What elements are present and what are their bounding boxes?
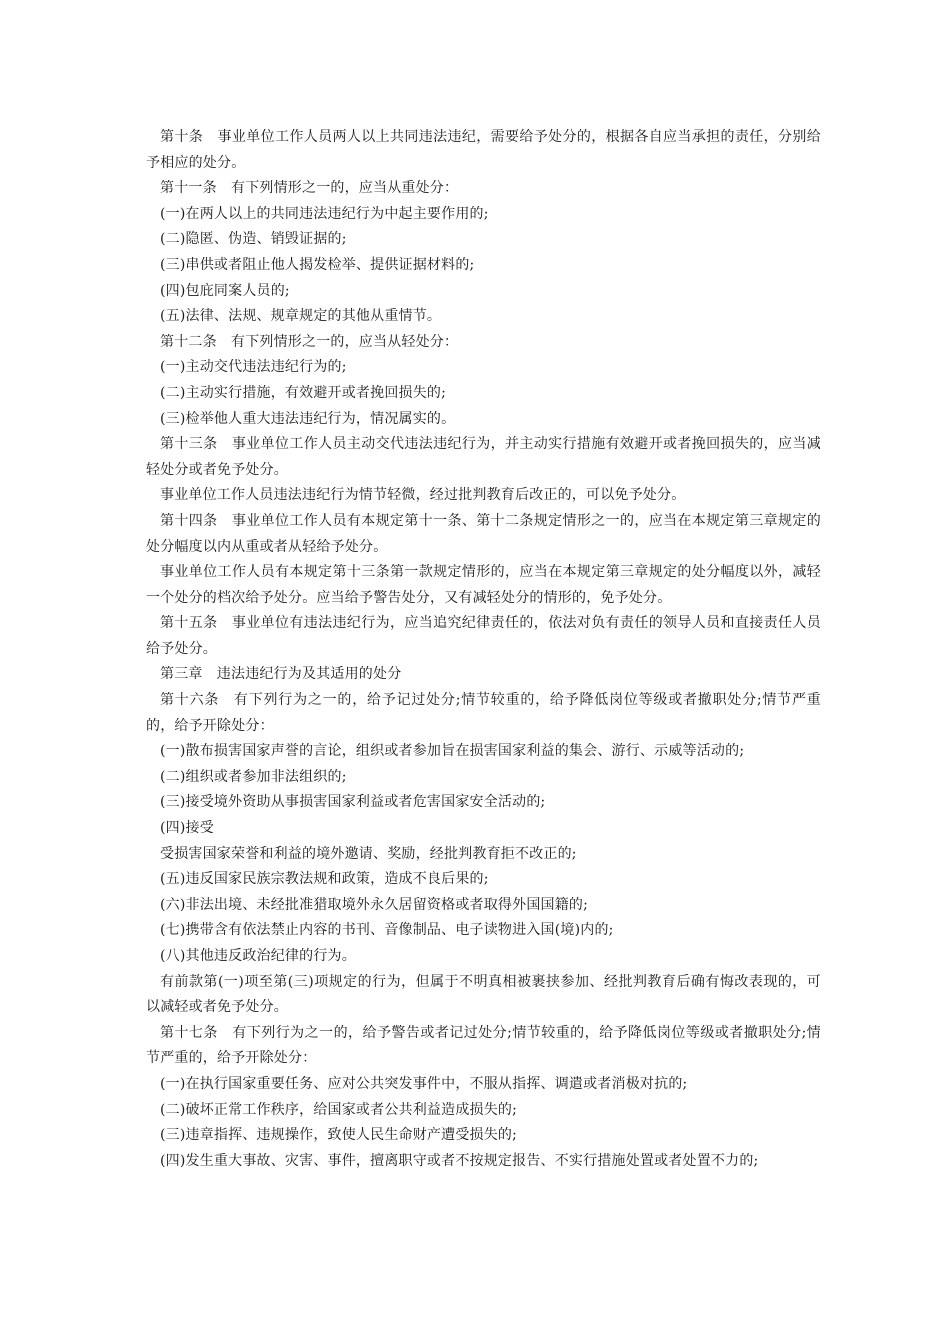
list-item-16-1: (一)散布损害国家声誉的言论，组织或者参加旨在损害国家利益的集会、游行、示威等活动的; [160, 743, 745, 760]
paragraph-article-15: 第十五条 事业单位有违法违纪行为，应当追究纪律责任的，依法对负有责任的领导人员和直接责任人员给予处分。 [146, 615, 821, 657]
paragraph-article-10: 第十条 事业单位工作人员两人以上共同违法违纪，需要给予处分的，根据各自应当承担的责任，分别给予相应的处分。 [146, 129, 821, 171]
paragraph-article-11: 第十一条 有下列情形之一的，应当从重处分： [160, 180, 459, 197]
paragraph-article-14-2: 事业单位工作人员有本规定第十三条第一款规定情形的，应当在本规定第三章规定的处分幅度以外，减轻一个处分的档次给予处分。应当给予警告处分，又有减轻处分的情形的，免予处分。 [146, 564, 821, 606]
list-item-11-2: (二)隐匿、伪造、销毁证据的; [160, 231, 347, 248]
list-item-17-1: (一)在执行国家重要任务、应对公共突发事件中，不服从指挥、调遣或者消极对抗的; [160, 1075, 688, 1092]
list-item-17-4: (四)发生重大事故、灾害、事件，擅离职守或者不按规定报告、不实行措施处置或者处置不力的; [160, 1152, 759, 1169]
paragraph-article-16: 第十六条 有下列行为之一的，给予记过处分;情节较重的，给予降低岗位等级或者撤职处分;情节严重的，给予开除处分： [146, 692, 821, 734]
list-item-11-3: (三)串供或者阻止他人揭发检举、提供证据材料的; [160, 256, 475, 273]
list-item-17-2: (二)破坏正常工作秩序，给国家或者公共利益造成损失的; [160, 1101, 518, 1118]
paragraph-article-13-2: 事业单位工作人员违法违纪行为情节轻微，经过批判教育后改正的，可以免予处分。 [160, 487, 686, 504]
paragraph-article-16-2: 有前款第(一)项至第(三)项规定的行为，但属于不明真相被裹挟参加、经批判教育后确有悔改表现的，可以减轻或者免予处分。 [146, 973, 821, 1016]
list-item-16-3: (三)接受境外资助从事损害国家利益或者危害国家安全活动的; [160, 794, 546, 811]
paragraph-article-13: 第十三条 事业单位工作人员主动交代违法违纪行为，并主动实行措施有效避开或者挽回损失的，应当减轻处分或者免予处分。 [146, 436, 821, 478]
list-item-17-3: (三)违章指挥、违规操作，致使人民生命财产遭受损失的; [160, 1127, 518, 1144]
list-item-12-2: (二)主动实行措施，有效避开或者挽回损失的; [160, 384, 447, 401]
document-body [146, 125, 821, 1174]
list-item-12-3: (三)检举他人重大违法违纪行为，情况属实的。 [160, 410, 456, 427]
list-item-16-4: (四)接受 [160, 820, 214, 837]
chapter-heading: 第三章 违法违纪行为及其适用的处分 [160, 666, 402, 683]
list-item-11-4: (四)包庇同案人员的; [160, 282, 290, 299]
list-item-16-2: (二)组织或者参加非法组织的; [160, 768, 347, 785]
list-item-11-5: (五)法律、法规、规章规定的其他从重情节。 [160, 308, 442, 325]
paragraph-article-14: 第十四条 事业单位工作人员有本规定第十一条、第十二条规定情形之一的，应当在本规定第三章规定的处分幅度以内从重或者从轻给予处分。 [146, 512, 821, 555]
list-item-16-5: (五)违反国家民族宗教法规和政策，造成不良后果的; [160, 871, 489, 888]
list-item-16-6: (六)非法出境、未经批准猎取境外永久居留资格或者取得外国国籍的; [160, 896, 589, 913]
list-item-12-1: (一)主动交代违法违纪行为的; [160, 359, 347, 376]
list-item-16-7: (七)携带含有依法禁止内容的书刊、音像制品、电子读物进入国(境)内的; [160, 922, 614, 939]
paragraph-article-17: 第十七条 有下列行为之一的，给予警告或者记过处分;情节较重的，给予降低岗位等级或者撤职处分;情节严重的，给予开除处分： [146, 1024, 821, 1067]
paragraph-article-12: 第十二条 有下列情形之一的，应当从轻处分： [160, 333, 459, 350]
list-item-16-8: (八)其他违反政治纪律的行为。 [160, 948, 356, 964]
list-item-11-1: (一)在两人以上的共同违法违纪行为中起主要作用的; [160, 205, 489, 222]
list-item-16-4-cont: 受损害国家荣誉和利益的境外邀请、奖励，经批判教育拒不改正的; [160, 845, 577, 862]
